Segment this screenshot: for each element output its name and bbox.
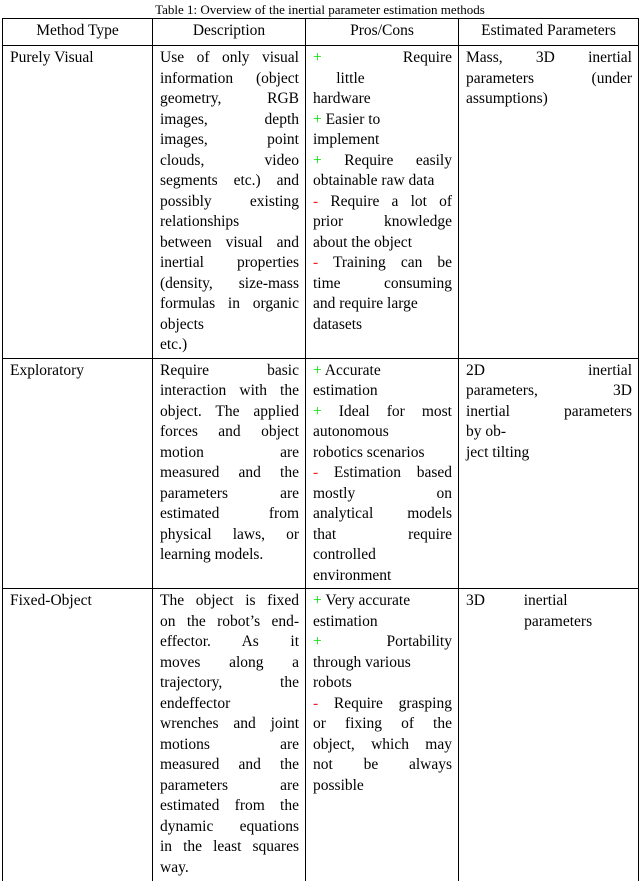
cell-line: environment <box>313 566 392 584</box>
pro-sign: + <box>313 361 322 379</box>
cell-line: images, point <box>160 131 299 148</box>
cell-line: parameters are <box>160 484 299 502</box>
cell-line: inertial properties <box>160 254 299 271</box>
cell-line: mostly on <box>313 484 452 502</box>
column-header-2: Pros/Cons <box>306 19 459 46</box>
estimated-parameters-cell <box>459 589 639 881</box>
cell-line: ject tilting <box>466 443 530 461</box>
cell-line: time consuming <box>313 274 452 292</box>
method-type-label: Exploratory <box>10 361 85 379</box>
table-row-0 <box>3 46 639 359</box>
cell-line: The object is fixed <box>160 592 299 609</box>
cell-line: parameters are <box>160 776 299 794</box>
cell-line: on the robot’s end- <box>160 612 299 630</box>
cell-line: parameters (under <box>466 69 632 87</box>
cell-line: between visual and <box>160 233 299 251</box>
cell-line: segments etc.) and <box>160 172 299 189</box>
description-cell <box>153 589 306 881</box>
pro-sign: + <box>313 402 322 420</box>
cell-line: autonomous <box>313 423 389 440</box>
cell-line: + Ideal for most <box>313 402 452 420</box>
cell-line: relationships <box>160 213 240 230</box>
cell-line: robots <box>313 674 352 691</box>
cell-line: + Portability <box>313 633 452 650</box>
cell-line: geometry, RGB <box>160 90 299 107</box>
cell-line: formulas in organic <box>160 295 299 312</box>
cell-line: - Require a lot of <box>313 192 452 210</box>
cell-line: physical laws, or <box>160 525 299 543</box>
column-header-0: Method Type <box>3 19 153 46</box>
cell-line: moves along a <box>160 653 299 671</box>
table-header-row <box>3 19 639 46</box>
pro-sign: + <box>313 151 322 169</box>
methods-table <box>2 18 639 881</box>
cell-line: 2D inertial <box>466 361 632 379</box>
cell-line: estimation <box>313 382 378 399</box>
cell-line: etc.) <box>160 336 188 353</box>
cell-line: obtainable raw data <box>313 172 435 189</box>
cell-line: implement <box>313 131 380 148</box>
cell-line: measured and the <box>160 756 299 773</box>
pros-cons-cell <box>306 46 459 359</box>
cell-line: learning models. <box>160 546 264 563</box>
cell-line: parameters, 3D <box>466 382 632 399</box>
cell-line: assumptions) <box>466 90 548 107</box>
pros-cons-cell <box>306 358 459 589</box>
cell-line: 3D inertial <box>466 592 568 609</box>
cell-line: possibly existing <box>160 192 299 210</box>
cell-line: + Easier to <box>313 110 381 128</box>
cell-line: effector. As it <box>160 633 299 650</box>
cell-line: - Require grasping <box>313 694 452 712</box>
con-sign: - <box>313 192 319 210</box>
table-row-1 <box>3 358 639 589</box>
cell-line: object. The applied <box>160 402 299 420</box>
cell-line: Use of only visual <box>160 49 299 66</box>
method-type-cell <box>3 589 153 881</box>
cell-line: prior knowledge <box>313 213 452 230</box>
cell-line: Mass, 3D inertial <box>466 49 632 66</box>
pros-cons-cell <box>306 589 459 881</box>
cell-line: dynamic equations <box>160 817 299 835</box>
con-sign: - <box>313 254 319 271</box>
cell-line: objects <box>160 315 204 333</box>
cell-line: datasets <box>313 315 363 333</box>
cell-line: possible <box>313 776 364 794</box>
cell-line: robotics scenarios <box>313 443 425 461</box>
cell-line: in the least squares <box>160 838 299 855</box>
cell-line: or fixing of the <box>313 715 452 732</box>
cell-line: estimation <box>313 612 378 630</box>
cell-line: + Very accurate <box>313 592 411 609</box>
method-type-label: Fixed-Object <box>10 592 92 609</box>
cell-line: + Require easily <box>313 151 452 169</box>
cell-line: clouds, video <box>160 151 299 169</box>
method-type-label: Purely Visual <box>10 49 94 66</box>
pro-sign: + <box>313 592 322 609</box>
column-header-1: Description <box>153 19 306 46</box>
cell-line: wrenches and joint <box>160 715 299 732</box>
estimated-parameters-cell <box>459 358 639 589</box>
cell-line: through various <box>313 653 411 671</box>
description-cell <box>153 358 306 589</box>
cell-line: + Accurate <box>313 361 381 379</box>
cell-line: measured and the <box>160 464 299 481</box>
cell-line: images, depth <box>160 110 299 128</box>
con-sign: - <box>313 464 319 481</box>
cell-line: object, which may <box>313 735 452 753</box>
cell-line: motions are <box>160 735 299 753</box>
cell-line: estimated from the <box>160 797 299 814</box>
cell-line: trajectory, the <box>160 674 299 691</box>
method-type-cell <box>3 358 153 589</box>
cell-line: inertial parameters <box>466 402 632 420</box>
pro-sign: + <box>313 49 322 66</box>
cell-line: + Require <box>313 49 452 66</box>
table-caption: Table 1: Overview of the inertial parameter estimation methods <box>155 2 485 17</box>
con-sign: - <box>313 694 319 712</box>
description-cell <box>153 46 306 359</box>
cell-line: interaction with the <box>160 382 299 399</box>
cell-line: information (object <box>160 69 299 87</box>
cell-line: forces and object <box>160 423 299 440</box>
cell-line: endeffector <box>160 694 231 712</box>
cell-line: hardware <box>313 90 371 107</box>
method-type-cell <box>3 46 153 359</box>
cell-line: little <box>313 69 365 87</box>
cell-line: by ob- <box>466 423 507 440</box>
cell-line: analytical models <box>313 505 452 522</box>
cell-line: and require large <box>313 295 418 312</box>
cell-line: - Estimation based <box>313 464 452 481</box>
pro-sign: + <box>313 633 322 650</box>
cell-line: controlled <box>313 546 376 563</box>
table-body <box>3 46 639 881</box>
cell-line: motion are <box>160 443 299 461</box>
estimated-parameters-cell <box>459 46 639 359</box>
cell-line: estimated from <box>160 505 299 522</box>
column-header-3: Estimated Parameters <box>459 19 639 46</box>
cell-line: way. <box>160 858 189 876</box>
table-row-2 <box>3 589 639 881</box>
cell-line: (density, size-mass <box>160 274 299 292</box>
cell-line: - Training can be <box>313 254 452 271</box>
cell-line: that require <box>313 525 452 543</box>
pro-sign: + <box>313 110 322 128</box>
cell-line: Require basic <box>160 361 299 379</box>
cell-line: parameters <box>466 612 593 630</box>
cell-line: about the object <box>313 233 412 251</box>
cell-line: not be always <box>313 756 452 773</box>
header-row <box>3 19 639 46</box>
